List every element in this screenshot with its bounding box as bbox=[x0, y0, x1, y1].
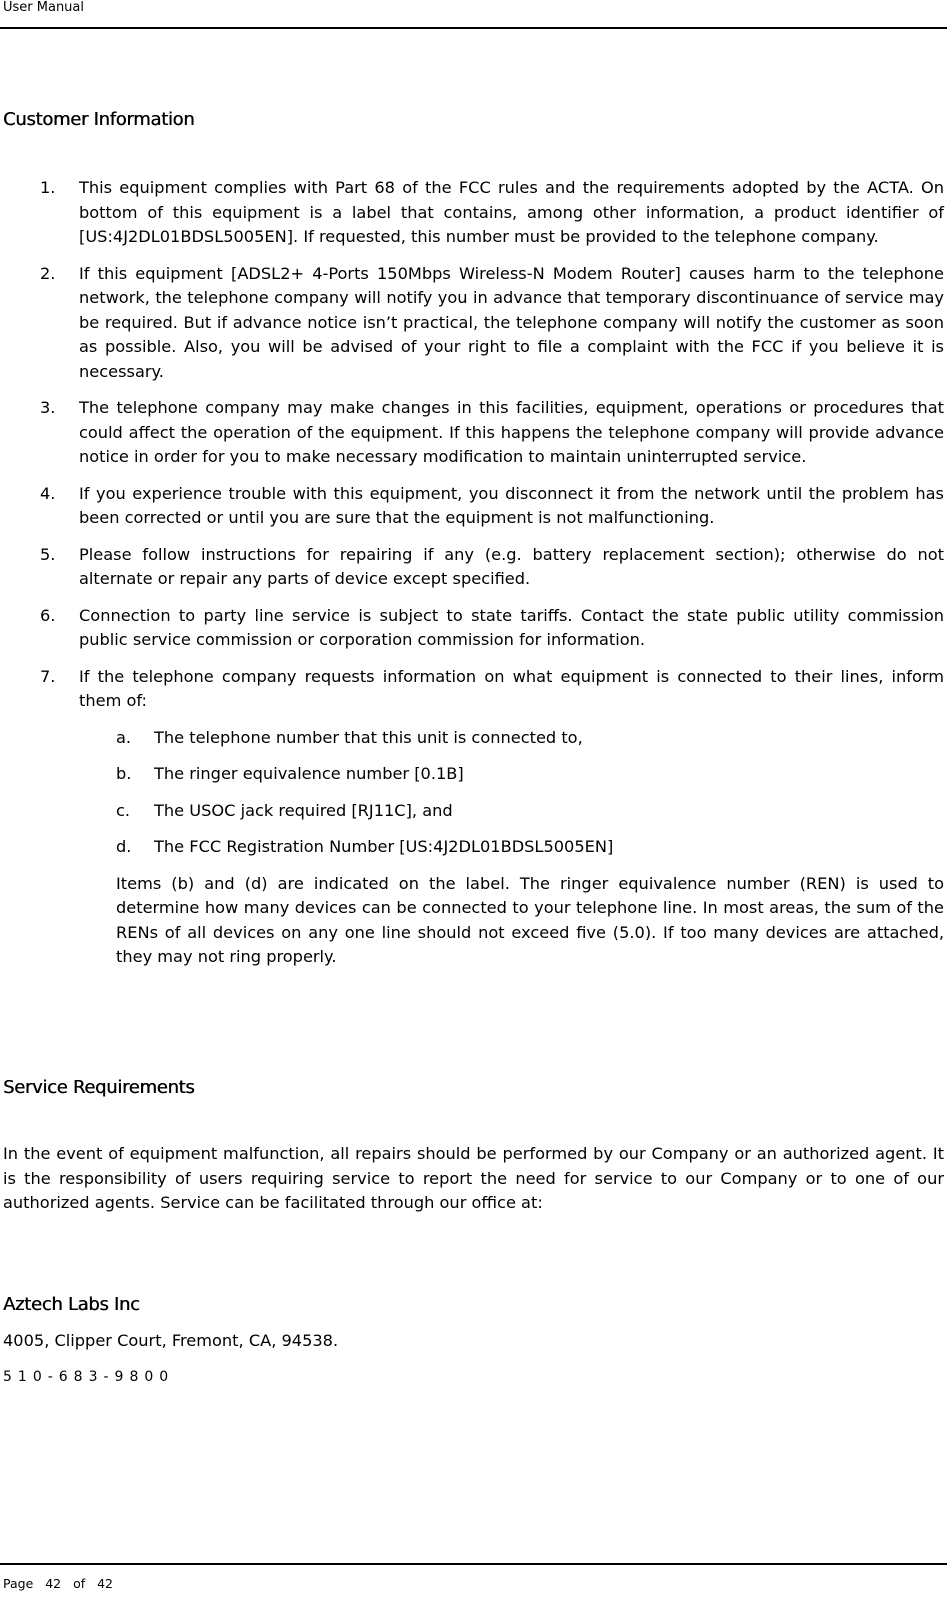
service-requirements-paragraph: In the event of equipment malfunction, all repairs should be performed by our Company or an authorized agent. It is the responsibility of users requiring service to report the need for service to our Company or to one of our authorized agents. Service can be facilitated through our office at: bbox=[3, 1144, 944, 1212]
sublist-item-letter: a. bbox=[116, 727, 132, 747]
customer-information-list bbox=[40, 176, 944, 982]
lettered-sublist bbox=[79, 726, 944, 860]
sublist-item bbox=[116, 799, 944, 824]
footer-rule bbox=[0, 1563, 947, 1565]
sublist-item bbox=[116, 726, 944, 751]
of-label: of bbox=[73, 1576, 86, 1591]
company-address: 4005, Clipper Court, Fremont, CA, 94538. bbox=[3, 1331, 339, 1350]
list-item bbox=[40, 482, 944, 531]
list-item-number: 4. bbox=[40, 483, 56, 503]
list-item-text: Connection to party line service is subject to state tariffs. Contact the state public utility commission public service commission or corporation commission for information. bbox=[79, 605, 944, 649]
page-label: Page bbox=[3, 1576, 34, 1591]
page-footer bbox=[3, 1576, 113, 1591]
list-item bbox=[40, 176, 944, 250]
list-item-text: If this equipment [ADSL2+ 4-Ports 150Mbps Wireless-N Modem Router] causes harm to the telephone network, the telephone company will notify you in advance that temporary discontinuance of service may be required. But if advance notice isn’t practical, the telephone company will notify the customer as soon as possible. Also, you will be advised of your right to file a complaint with the FCC if you believe it is necessary. bbox=[79, 263, 944, 381]
sublist-item bbox=[116, 762, 944, 787]
list-item bbox=[40, 396, 944, 470]
list-item-number: 6. bbox=[40, 605, 56, 625]
list-item-text: Please follow instructions for repairing if any (e.g. battery replacement section); otherwise do not alternate or repair any parts of device except specified. bbox=[79, 544, 944, 588]
list-item-number: 7. bbox=[40, 666, 56, 686]
list-item bbox=[40, 604, 944, 653]
sublist-item-text: The ringer equivalence number [0.1B] bbox=[154, 764, 464, 783]
list-item-number: 3. bbox=[40, 398, 56, 417]
service-requirements-heading: Service Requirements bbox=[3, 1077, 195, 1098]
document-header-title: User Manual bbox=[3, 0, 85, 15]
list-item-text: If the telephone company requests information on what equipment is connected to their lines, inform them of: bbox=[79, 666, 944, 710]
sublist-item-text: The USOC jack required [RJ11C], and bbox=[154, 800, 453, 820]
sublist-item-text: The FCC Registration Number [US:4J2DL01BDSL5005EN] bbox=[154, 837, 614, 856]
company-name-heading: Aztech Labs Inc bbox=[3, 1294, 140, 1315]
sublist-item-letter: b. bbox=[116, 764, 132, 783]
list-item bbox=[40, 262, 944, 385]
list-item-text: If you experience trouble with this equipment, you disconnect it from the network until the problem has been corrected or until you are sure that the equipment is not malfunctioning. bbox=[79, 483, 944, 527]
list-item bbox=[40, 665, 944, 970]
list-item-number: 5. bbox=[40, 544, 56, 564]
sublist-item-letter: d. bbox=[116, 837, 132, 856]
sublist-item bbox=[116, 835, 944, 860]
list-item-number: 2. bbox=[40, 263, 56, 283]
company-phone: 510-683-9800 bbox=[3, 1369, 175, 1385]
sublist-item-text: The telephone number that this unit is connected to, bbox=[154, 727, 583, 747]
page-number: 42 bbox=[45, 1576, 62, 1591]
customer-information-heading: Customer Information bbox=[3, 109, 195, 130]
header-rule bbox=[0, 27, 947, 29]
ren-note-paragraph: Items (b) and (d) are indicated on the label. The ringer equivalence number (REN) is used to determine how many devices can be connected to your telephone line. In most areas, the sum of the RENs of all devices on any one line should not exceed five (5.0). If too many devices are attached, they may not ring properly. bbox=[116, 873, 944, 966]
sublist-item-letter: c. bbox=[116, 800, 131, 820]
list-item-number: 1. bbox=[40, 178, 56, 197]
list-item-text: This equipment complies with Part 68 of the FCC rules and the requirements adopted by the ACTA. On bottom of this equipment is a label that contains, among other information, a product identifier of [US:4J2DL01BDSL5005EN]. If requested, this number must be provided to the telephone company. bbox=[79, 178, 944, 246]
list-item bbox=[40, 543, 944, 592]
list-item-text: The telephone company may make changes in this facilities, equipment, operations or procedures that could affect the operation of the equipment. If this happens the telephone company will provide advance notice in order for you to make necessary modification to maintain uninterrupted service. bbox=[79, 398, 944, 466]
total-pages: 42 bbox=[97, 1576, 113, 1591]
